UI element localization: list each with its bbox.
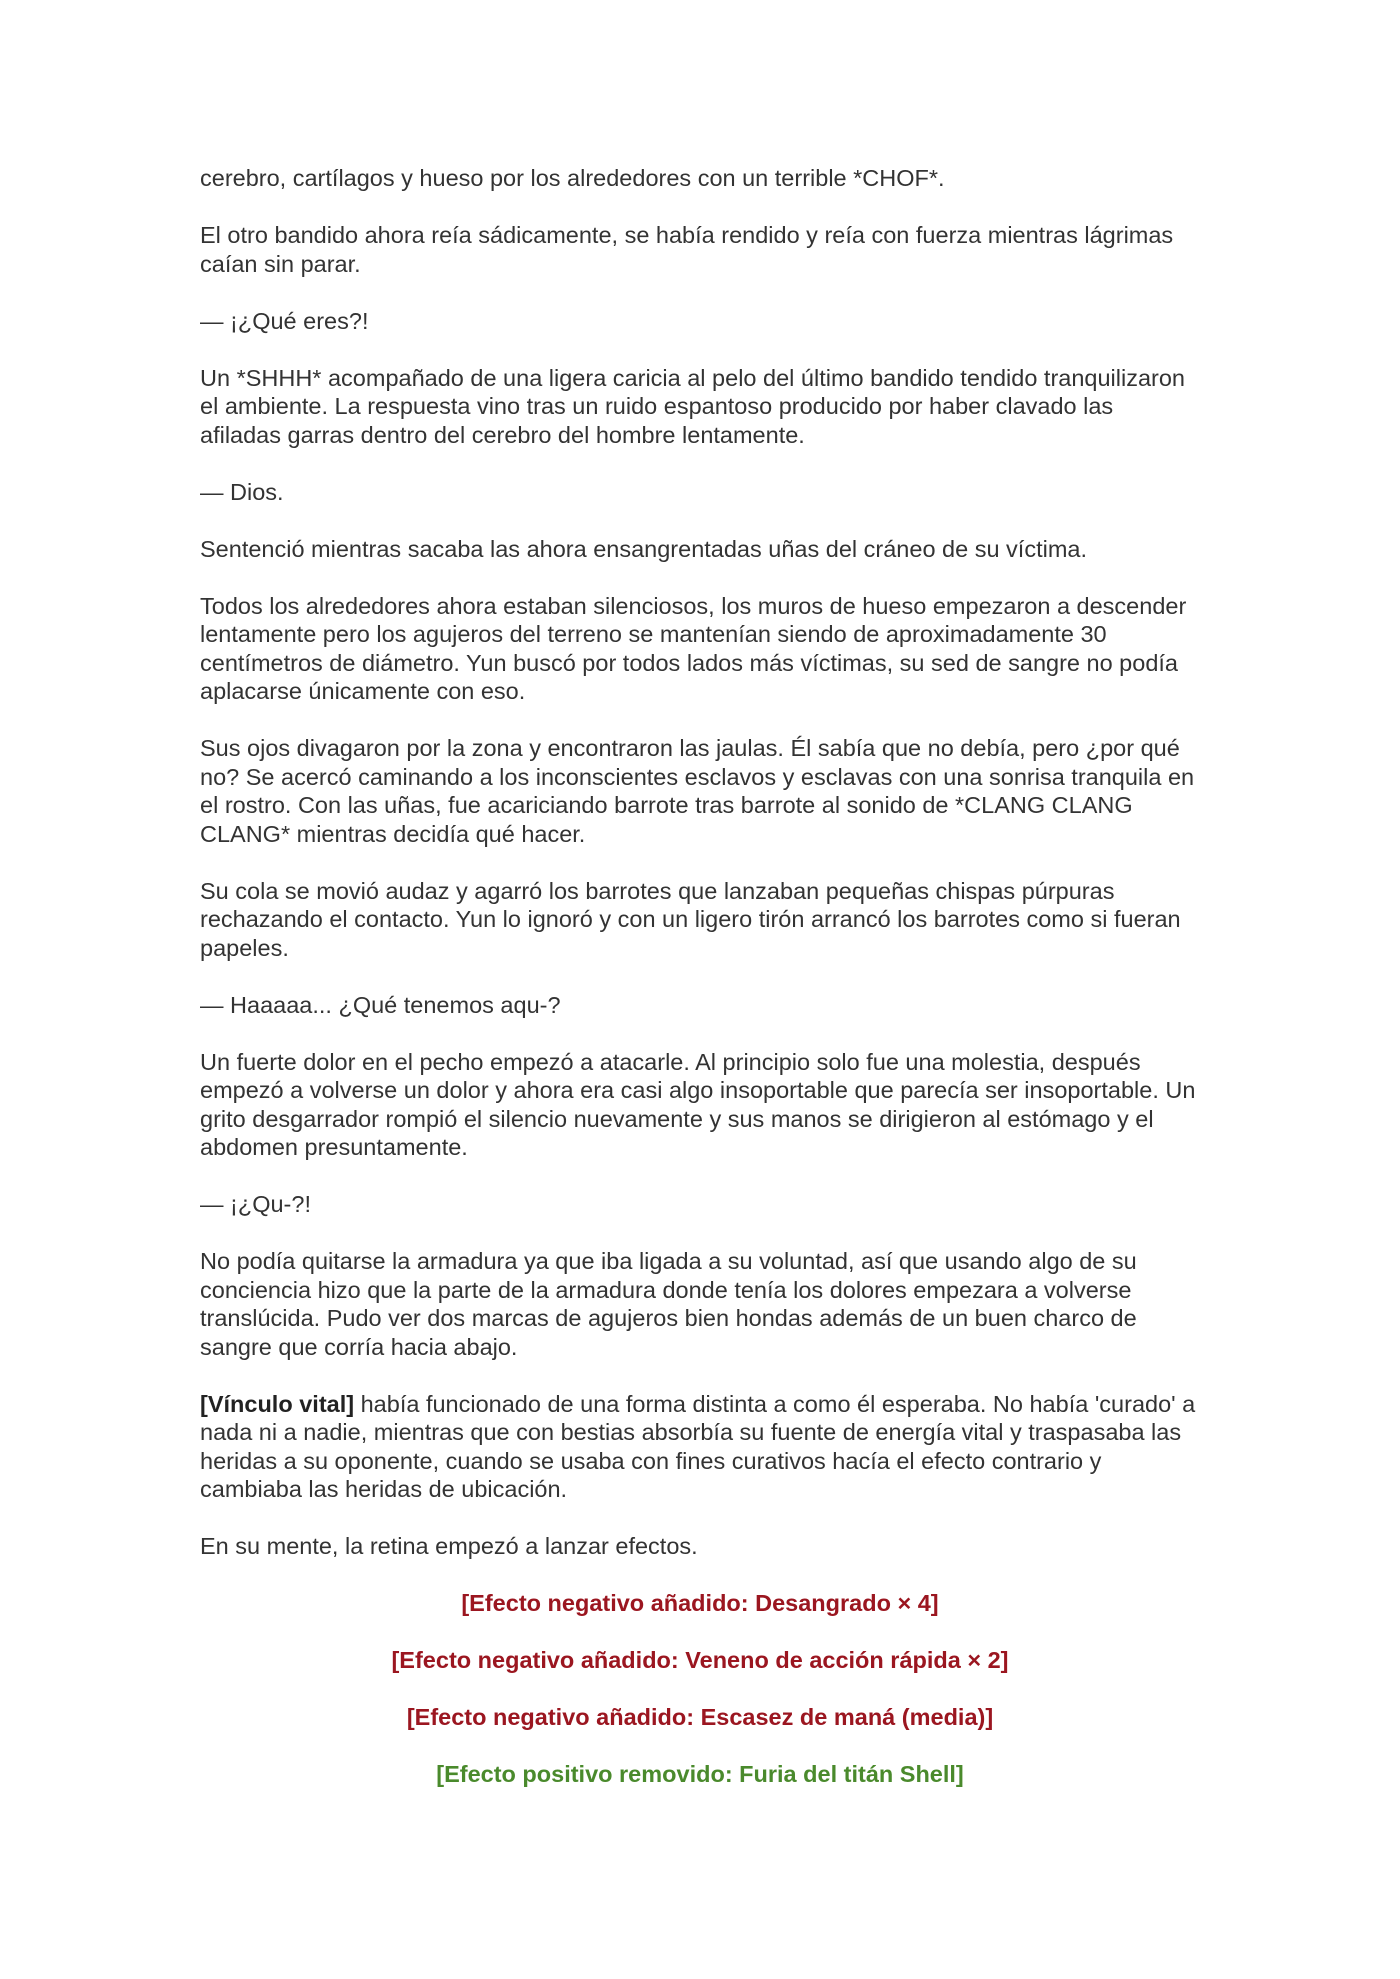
paragraph-3: Un *SHHH* acompañado de una ligera caricia al pelo del último bandido tendido tranquilizaron el ambiente. La respuesta vino tras un ruido espantoso producido por haber clavado las afiladas garras dentro del cerebro del hombre lentamente. — [200, 364, 1185, 448]
paragraph-7: Su cola se movió audaz y agarró los barrotes que lanzaban pequeñas chispas púrpuras rechazando el contacto. Yun lo ignoró y con un ligero tirón arrancó los barrotes como si fueran papeles. — [200, 877, 1181, 961]
paragraph-6: Sus ojos divagaron por la zona y encontraron las jaulas. Él sabía que no debía, pero ¿por qué no? Se acercó caminando a los inconscientes esclavos y esclavas con una sonrisa tranquila en el rostro. Con las uñas, fue acariciando barrote tras barrote al sonido de *CLANG CLANG CLANG* mientras decidía qué hacer. — [200, 735, 1195, 847]
dialogue-line-4: — ¡¿Qu-?! — [200, 1191, 311, 1217]
paragraph-vinculo-text: había funcionado de una forma distinta a como él esperaba. No había 'curado' a nada ni a nadie, mientras que con bestias absorbía su fuente de energía vital y traspasaba las heridas a su oponente, cuando se usaba con fines curativos hacía el efecto contrario y cambiaba las heridas de ubicación. — [200, 1390, 1196, 1502]
dialogue-line-1: — ¡¿Qué eres?! — [200, 307, 369, 334]
paragraph-1: cerebro, cartílagos y hueso por los alrededores con un terrible *CHOF*. — [200, 165, 945, 191]
paragraph-8: Un fuerte dolor en el pecho empezó a atacarle. Al principio solo fue una molestia, después empezó a volverse un dolor y ahora era casi algo insoportable que parecía ser insoportable. Un grito desgarrador rompió el silencio nuevamente y sus manos se dirigieron al estómago y el abdomen presuntamente. — [200, 1048, 1196, 1160]
document-page — [200, 164, 1200, 1817]
negative-effect-escasez-mana: [Efecto negativo añadido: Escasez de maná (media)] — [406, 1704, 994, 1730]
paragraph-vinculo — [200, 1390, 1200, 1504]
dialogue-line-2: — Dios. — [200, 478, 284, 505]
negative-effect-desangrado: [Efecto negativo añadido: Desangrado × 4] — [461, 1590, 939, 1616]
negative-effect-veneno: [Efecto negativo añadido: Veneno de acción rápida × 2] — [391, 1647, 1009, 1673]
paragraph-9: No podía quitarse la armadura ya que iba ligada a su voluntad, así que usando algo de su conciencia hizo que la parte de la armadura donde tenía los dolores empezara a volverse translúcida. Pudo ver dos marcas de agujeros bien hondas además de un buen charco de sangre que corría hacia abajo. — [200, 1248, 1137, 1360]
paragraph-5: Todos los alrededores ahora estaban silenciosos, los muros de hueso empezaron a descender lentamente pero los agujeros del terreno se mantenían siendo de aproximadamente 30 centímetros de diámetro. Yun buscó por todos lados más víctimas, su sed de sangre no podía aplacarse únicamente con eso. — [200, 592, 1187, 704]
skill-name: [Vínculo vital] — [200, 1390, 355, 1417]
paragraph-2: El otro bandido ahora reía sádicamente, se había rendido y reía con fuerza mientras lágrimas caían sin parar. — [200, 222, 1174, 277]
paragraph-retina: En su mente, la retina empezó a lanzar efectos. — [200, 1533, 698, 1559]
dialogue-line-3: — Haaaaa... ¿Qué tenemos aqu-? — [200, 991, 561, 1018]
paragraph-4: Sentenció mientras sacaba las ahora ensangrentadas uñas del cráneo de su víctima. — [200, 535, 1088, 562]
positive-effect-removed-furia: [Efecto positivo removido: Furia del titán Shell] — [436, 1761, 964, 1787]
